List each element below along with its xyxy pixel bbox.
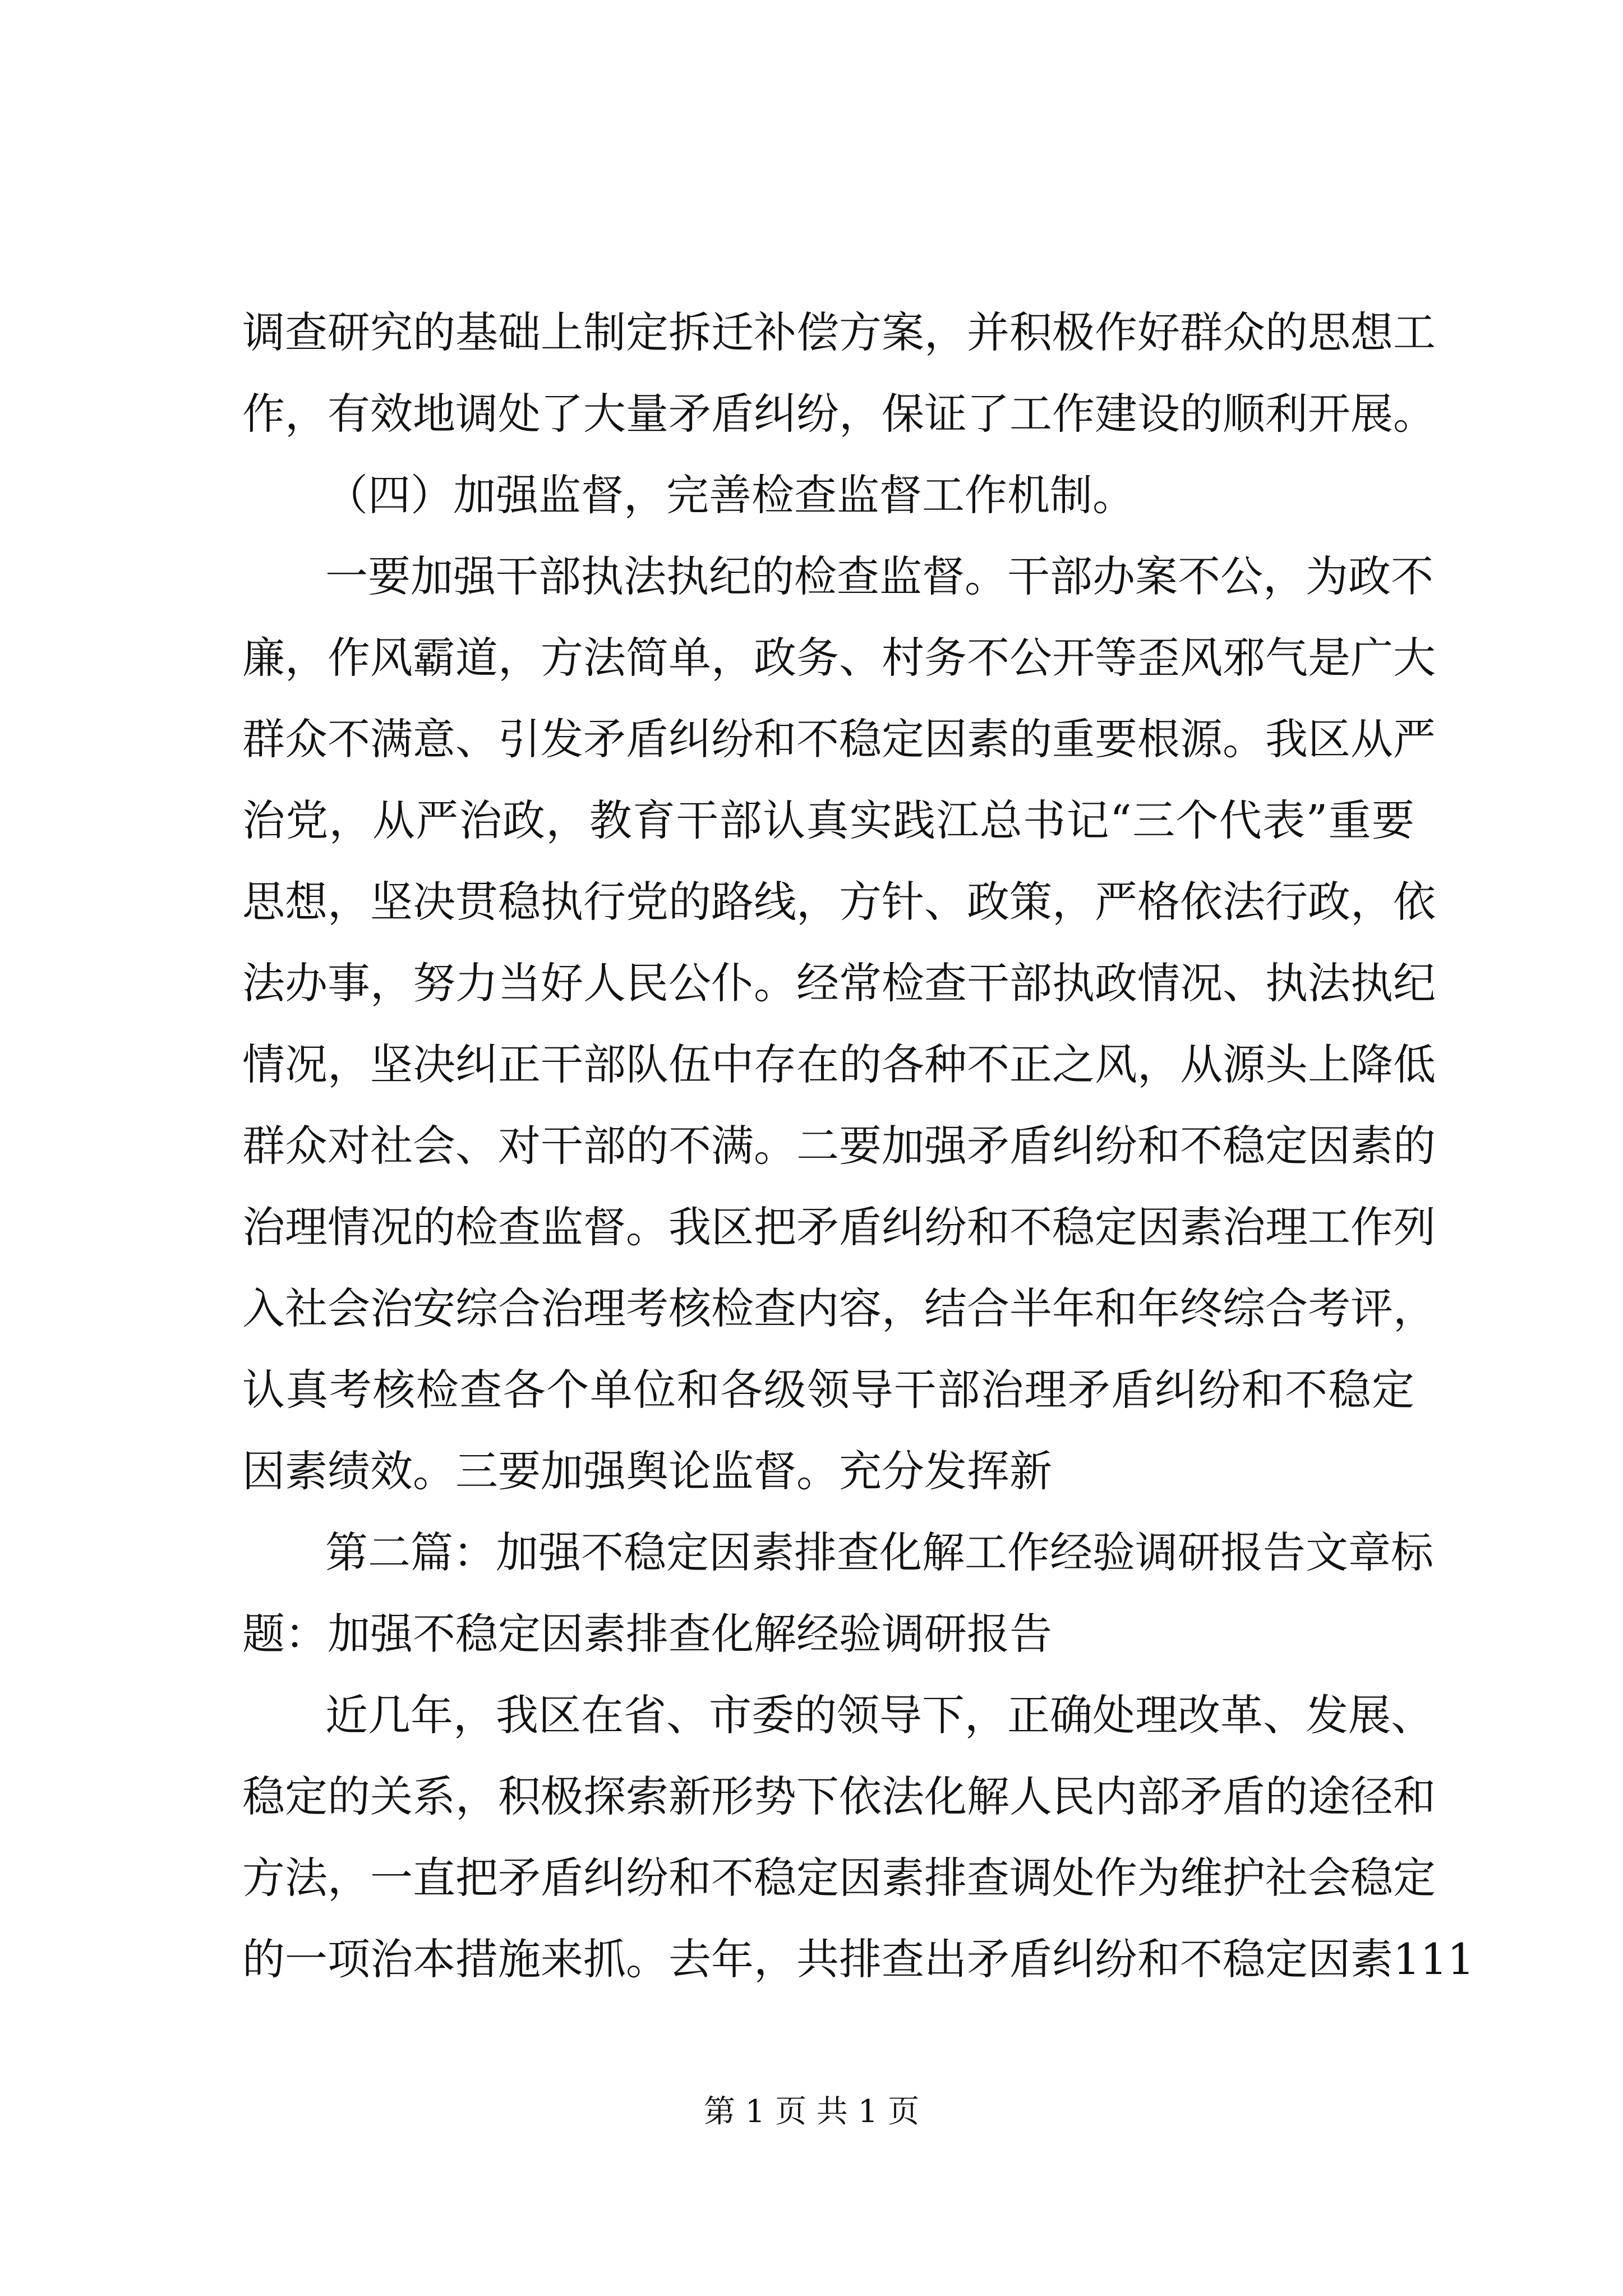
paragraph-line: 群众不满意、引发矛盾纠纷和不稳定因素的重要根源。我区从严 bbox=[242, 714, 1436, 764]
paragraph-line: 一要加强干部执法执纪的检查监督。干部办案不公，为政不 bbox=[325, 551, 1433, 601]
section-heading: （四）加强监督，完善检查监督工作机制。 bbox=[325, 470, 1135, 520]
paragraph-line: 作，有效地调处了大量矛盾纠纷，保证了工作建设的顺利开展。 bbox=[242, 389, 1436, 439]
paragraph-line: 思想，坚决贯稳执行党的路线，方针、政策，严格依法行政，依 bbox=[242, 877, 1436, 927]
paragraph-line: 近几年，我区在省、市委的领导下，正确处理改革、发展、 bbox=[325, 1690, 1433, 1740]
paragraph-line: 群众对社会、对干部的不满。二要加强矛盾纠纷和不稳定因素的 bbox=[242, 1121, 1436, 1171]
paragraph-line: 情况，坚决纠正干部队伍中存在的各种不正之风，从源头上降低 bbox=[242, 1039, 1436, 1089]
paragraph-line: 稳定的关系，积极探索新形势下依法化解人民内部矛盾的途径和 bbox=[242, 1772, 1436, 1821]
article-title-line: 第二篇：加强不稳定因素排查化解工作经验调研报告文章标 bbox=[325, 1527, 1433, 1577]
article-title-line: 题：加强不稳定因素排查化解经验调研报告 bbox=[242, 1609, 1052, 1659]
page-number-label: 第 1 页 共 1 页 bbox=[703, 2093, 920, 2130]
page-footer bbox=[0, 2087, 1623, 2132]
paragraph-line: 治理情况的检查监督。我区把矛盾纠纷和不稳定因素治理工作列 bbox=[242, 1202, 1436, 1252]
paragraph-line: 方法，一直把矛盾纠纷和不稳定因素排查调处作为维护社会稳定 bbox=[242, 1853, 1436, 1903]
paragraph-line: 的一项治本措施来抓。去年，共排查出矛盾纠纷和不稳定因素111 bbox=[242, 1934, 1475, 1984]
paragraph-line: 认真考核检查各个单位和各级领导干部治理矛盾纠纷和不稳定 bbox=[242, 1365, 1414, 1415]
paragraph-line: 入社会治安综合治理考核检查内容，结合半年和年终综合考评， bbox=[242, 1283, 1436, 1333]
paragraph-line: 治党，从严治政，教育干部认真实践江总书记“三个代表”重要 bbox=[242, 795, 1414, 845]
paragraph-line: 调查研究的基础上制定拆迁补偿方案，并积极作好群众的思想工 bbox=[242, 307, 1436, 357]
paragraph-line: 法办事，努力当好人民公仆。经常检查干部执政情况、执法执纪 bbox=[242, 958, 1436, 1008]
document-body bbox=[242, 292, 1475, 2000]
paragraph-line: 因素绩效。三要加强舆论监督。充分发挥新 bbox=[242, 1446, 1052, 1496]
paragraph-line: 廉，作风霸道，方法简单，政务、村务不公开等歪风邪气是广大 bbox=[242, 633, 1436, 683]
